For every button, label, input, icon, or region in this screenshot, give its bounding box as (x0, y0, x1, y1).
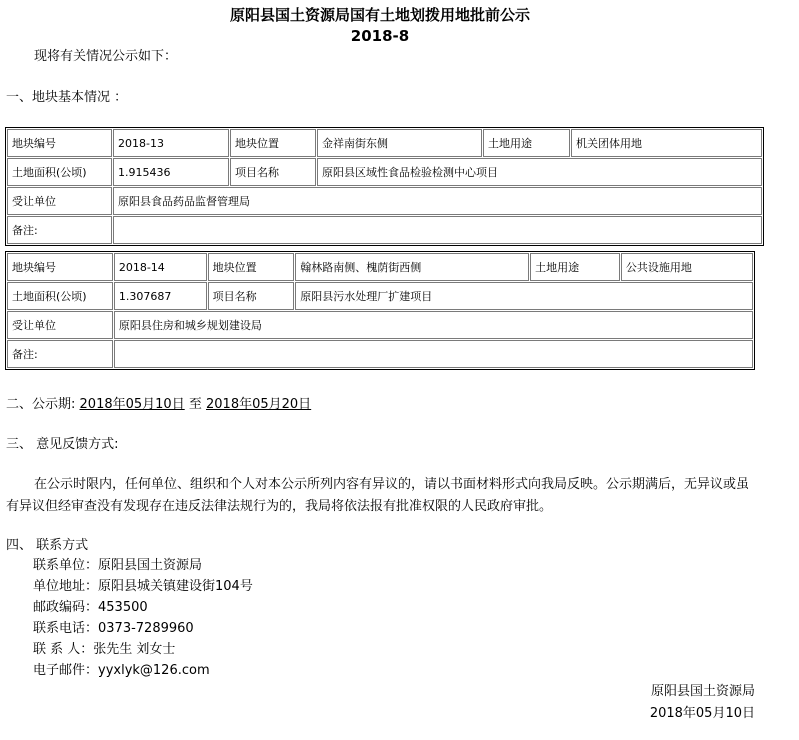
use-label: 土地用途 (483, 129, 570, 157)
notice-number: 2018-8 (350, 27, 410, 45)
table-row (7, 340, 753, 368)
contact-unit: 联系单位：原阳县国土资源局 (33, 558, 203, 573)
table-row (7, 311, 753, 339)
plot-table-1 (5, 127, 764, 246)
table-row (7, 158, 762, 186)
plot-no-value: 2018-14 (114, 253, 207, 281)
recipient-label: 受让单位 (7, 187, 112, 215)
area-label: 土地面积(公顷) (7, 158, 112, 186)
remark-value (114, 340, 753, 368)
period-to: 至 (188, 397, 202, 412)
contact-postcode: 邮政编码：453500 (33, 600, 148, 615)
location-label: 地块位置 (208, 253, 295, 281)
plot-no-label: 地块编号 (7, 253, 113, 281)
intro-text: 现将有关情况公示如下： (34, 49, 178, 64)
location-value: 翰林路南侧、槐荫街西侧 (295, 253, 529, 281)
contact-phone: 联系电话：0373-7289960 (33, 621, 194, 636)
table-row (7, 253, 753, 281)
contact-address: 单位地址：原阳县城关镇建设街104号 (33, 579, 253, 594)
remark-label: 备注: (7, 340, 113, 368)
project-value: 原阳县污水处理厂扩建项目 (295, 282, 753, 310)
use-label: 土地用途 (530, 253, 620, 281)
table-row (7, 187, 762, 215)
feedback-paragraph: 在公示时限内，任何单位、组织和个人对本公示所列内容有异议的，请以书面材料形式向我局反映。公示期满后，无异议或虽有异议但经审查没有发现存在违反法律法规行为的，我局将依法报有批准权限的人民政府审批。 (6, 477, 750, 514)
plot-no-label: 地块编号 (7, 129, 112, 157)
recipient-value: 原阳县住房和城乡规划建设局 (114, 311, 753, 339)
signature-date: 2018年05月10日 (649, 706, 755, 721)
contact-email: 电子邮件：yyxlyk@126.com (33, 663, 210, 678)
project-value: 原阳县区域性食品检验检测中心项目 (317, 158, 762, 186)
area-label: 土地面积(公顷) (7, 282, 113, 310)
recipient-value: 原阳县食品药品监督管理局 (113, 187, 762, 215)
table-row (7, 216, 762, 244)
project-label: 项目名称 (230, 158, 316, 186)
recipient-label: 受让单位 (7, 311, 113, 339)
remark-value (113, 216, 762, 244)
section-4-heading: 四、 联系方式 (6, 538, 89, 553)
area-value: 1.307687 (114, 282, 207, 310)
use-value: 机关团体用地 (571, 129, 762, 157)
period-start: 2018年05月10日 (79, 397, 185, 412)
table-row (7, 282, 753, 310)
publicity-period (6, 396, 311, 414)
section-1-heading: 一、地块基本情况 ： (6, 90, 128, 105)
plot-table-2 (5, 251, 755, 370)
location-value: 金祥南街东侧 (317, 129, 482, 157)
project-label: 项目名称 (208, 282, 295, 310)
section-3-heading: 三、 意见反馈方式: (6, 437, 119, 452)
period-label: 二、公示期: (6, 397, 76, 412)
signature-org: 原阳县国土资源局 (650, 684, 755, 699)
period-end: 2018年05月20日 (206, 397, 312, 412)
page-title: 原阳县国土资源局国有土地划拨用地批前公示 (229, 6, 530, 24)
table-row (7, 129, 762, 157)
use-value: 公共设施用地 (621, 253, 753, 281)
location-label: 地块位置 (230, 129, 316, 157)
plot-no-value: 2018-13 (113, 129, 229, 157)
remark-label: 备注: (7, 216, 112, 244)
contact-person: 联 系 人：张先生 刘女士 (33, 642, 176, 657)
area-value: 1.915436 (113, 158, 229, 186)
